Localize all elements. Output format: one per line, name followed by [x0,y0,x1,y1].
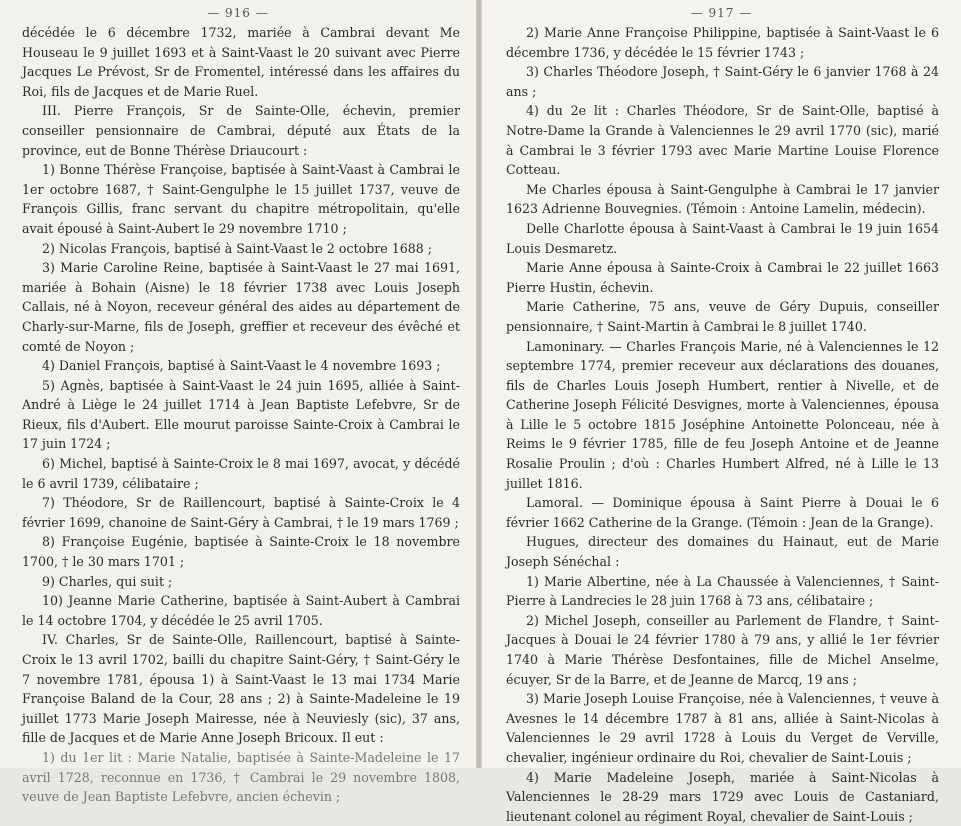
right-page [482,0,961,824]
paragraph: Me Charles épousa à Saint-Gengulphe à Cambrai le 17 janvier 1623 Adrienne Bouvegnies. (Témoin : Antoine Lamelin, médecin). [506,181,939,217]
paragraph: 1) du 1er lit : Marie Natalie, baptisée à Sainte-Madeleine le 17 avril 1728, reconnue en 1736, † Cambrai le 29 novembre 1808, veuve de Jean Baptiste Lefebvre, ancien échevin ; [22,749,460,805]
page-number: — 916 — [207,6,269,20]
paragraph: 4) Marie Madeleine Joseph, mariée à Saint-Nicolas à Valenciennes le 28-29 mars 1729 avec Louis de Castaniard, lieutenant colonel au régiment Royal, chevalier de Saint-Louis ; [506,769,939,824]
left-page [0,0,476,805]
paragraph: 2) Michel Joseph, conseiller au Parlement de Flandre, † Saint-Jacques à Douai le 24 février 1780 à 79 ans, y allié le 1er février 1740 à Marie Thérèse Desfontaines, fille de Michel Anselme, écuyer, Sr de la Barre, et de Jeanne de Marcq, 19 ans ; [506,612,939,687]
paragraph: Marie Anne épousa à Sainte-Croix à Cambrai le 22 juillet 1663 Pierre Hustin, échevin. [506,260,939,295]
paragraph: 8) Françoise Eugénie, baptisée à Sainte-Croix le 18 novembre 1700, † le 30 mars 1701 ; [22,534,460,570]
paragraph: 7) Théodore, Sr de Raillencourt, baptisé à Sainte-Croix le 4 février 1699, chanoine de Saint-Géry à Cambrai, † le 19 mars 1769 ; [22,495,460,530]
paragraph: 10) Jeanne Marie Catherine, baptisée à Saint-Aubert à Cambrai le 14 octobre 1704, y décédée le 25 avril 1705. [22,593,460,628]
page-text [482,23,961,826]
paragraph: 1) Marie Albertine, née à La Chaussée à Valenciennes, † Saint-Pierre à Landrecies le 28 juin 1768 à 73 ans, célibataire ; [506,573,939,609]
paragraph: 6) Michel, baptisé à Sainte-Croix le 8 mai 1697, avocat, y décédé le 6 avril 1739, célibataire ; [22,456,460,491]
paragraph: 3) Charles Théodore Joseph, † Saint-Géry le 6 janvier 1768 à 24 ans ; [506,64,939,99]
paragraph: Delle Charlotte épousa à Saint-Vaast à Cambrai le 19 juin 1654 Louis Desmaretz. [506,220,939,256]
page-number: — 917 — [690,6,753,20]
paragraph: 3) Marie Joseph Louise Françoise, née à Valenciennes, † veuve à Avesnes le 14 décembre 1787 à 81 ans, alliée à Saint-Nicolas à Valenciennes le 29 avril 1728 à Louis du Verget de Verville, chevalier, ingénieur ordinaire du Roi, chevalier de Saint-Louis ; [506,691,939,765]
page-text [0,23,476,807]
paragraph: décédée le 6 décembre 1732, mariée à Cambrai devant Me Houseau le 9 juillet 1693 et à Saint-Vaast le 20 suivant avec Pierre Jacques Le Prévost, Sr de Fromentel, intéressé dans les affaires du Roi, fils de Jacques et de Marie Ruel. [22,25,460,99]
paragraph: Lamoral. — Dominique épousa à Saint Pierre à Douai le 6 février 1662 Catherine de la Grange. (Témoin : Jean de la Grange). [506,495,939,530]
paragraph: 2) Marie Anne Françoise Philippine, baptisée à Saint-Vaast le 6 décembre 1736, y décédée le 15 février 1743 ; [506,25,939,60]
paragraph: 4) du 2e lit : Charles Théodore, Sr de Saint-Olle, baptisé à Notre-Dame la Grande à Valenciennes le 29 avril 1770 (sic), marié à Cambrai le 3 février 1793 avec Marie Martine Louise Florence Cotteau. [506,103,939,178]
paragraph: III. Pierre François, Sr de Sainte-Olle, échevin, premier conseiller pensionnaire de Cambrai, député aux États de la province, eut de Bonne Thérèse Driaucourt : [22,103,460,158]
paragraph: Lamoninary. — Charles François Marie, né à Valenciennes le 12 septembre 1774, premier receveur aux déclarations des douanes, fils de Charles Louis Joseph Humbert, rentier à Nivelle, et de Catherine Joseph Félicité Desvignes, morte à Valenciennes, épousa à Lille le 5 octobre 1815 Joséphine Antoinette Polonceau, née à Reims le 9 février 1785, fille de feu Joseph Antoine et de Jeanne Rosalie Proulin ; d'où : Charles Humbert Alfred, né à Lille le 13 juillet 1816. [506,338,939,491]
paragraph: 1) Bonne Thérèse Françoise, baptisée à Saint-Vaast à Cambrai le 1er octobre 1687, † Saint-Gengulphe le 15 juillet 1737, veuve de François Gillis, franc servant du chapitre métropolitain, qu'elle avait épousé à Saint-Aubert le 29 novembre 1710 ; [22,162,460,236]
paragraph: Hugues, directeur des domaines du Hainaut, eut de Marie Joseph Sénéchal : [506,534,939,570]
paragraph: 9) Charles, qui suit ; [42,573,173,589]
paragraph: 5) Agnès, baptisée à Saint-Vaast le 24 juin 1695, alliée à Saint-André à Liège le 24 juillet 1714 à Jean Baptiste Lefebvre, Sr de Rieux, fils d'Aubert. Elle mourut paroisse Sainte-Croix à Cambrai le 17 juin 1724 ; [22,377,460,452]
paragraph: 4) Daniel François, baptisé à Saint-Vaast le 4 novembre 1693 ; [42,358,441,374]
paragraph: 2) Nicolas François, baptisé à Saint-Vaast le 2 octobre 1688 ; [42,240,433,256]
paragraph: Marie Catherine, 75 ans, veuve de Géry Dupuis, conseiller pensionnaire, † Saint-Martin à Cambrai le 8 juillet 1740. [506,299,939,334]
paragraph: IV. Charles, Sr de Sainte-Olle, Raillencourt, baptisé à Sainte-Croix le 13 avril 1702, bailli du chapitre Saint-Géry, † Saint-Géry le 7 novembre 1781, épousa 1) à Saint-Vaast le 13 mai 1734 Marie Françoise Baland de la Cour, 28 ans ; 2) à Sainte-Madeleine le 19 juillet 1773 Marie Joseph Mairesse, née à Neuviesly (sic), 37 ans, fille de Jacques et de Marie Anne Joseph Bricoux. Il eut : [22,632,460,746]
paragraph: 3) Marie Caroline Reine, baptisée à Saint-Vaast le 27 mai 1691, mariée à Bohain (Aisne) le 18 février 1738 avec Louis Joseph Callais, né à Noyon, receveur général des aides au département de Charly-sur-Marne, fils de Joseph, greffier et receveur des évêché et comté de Noyon ; [22,260,460,354]
